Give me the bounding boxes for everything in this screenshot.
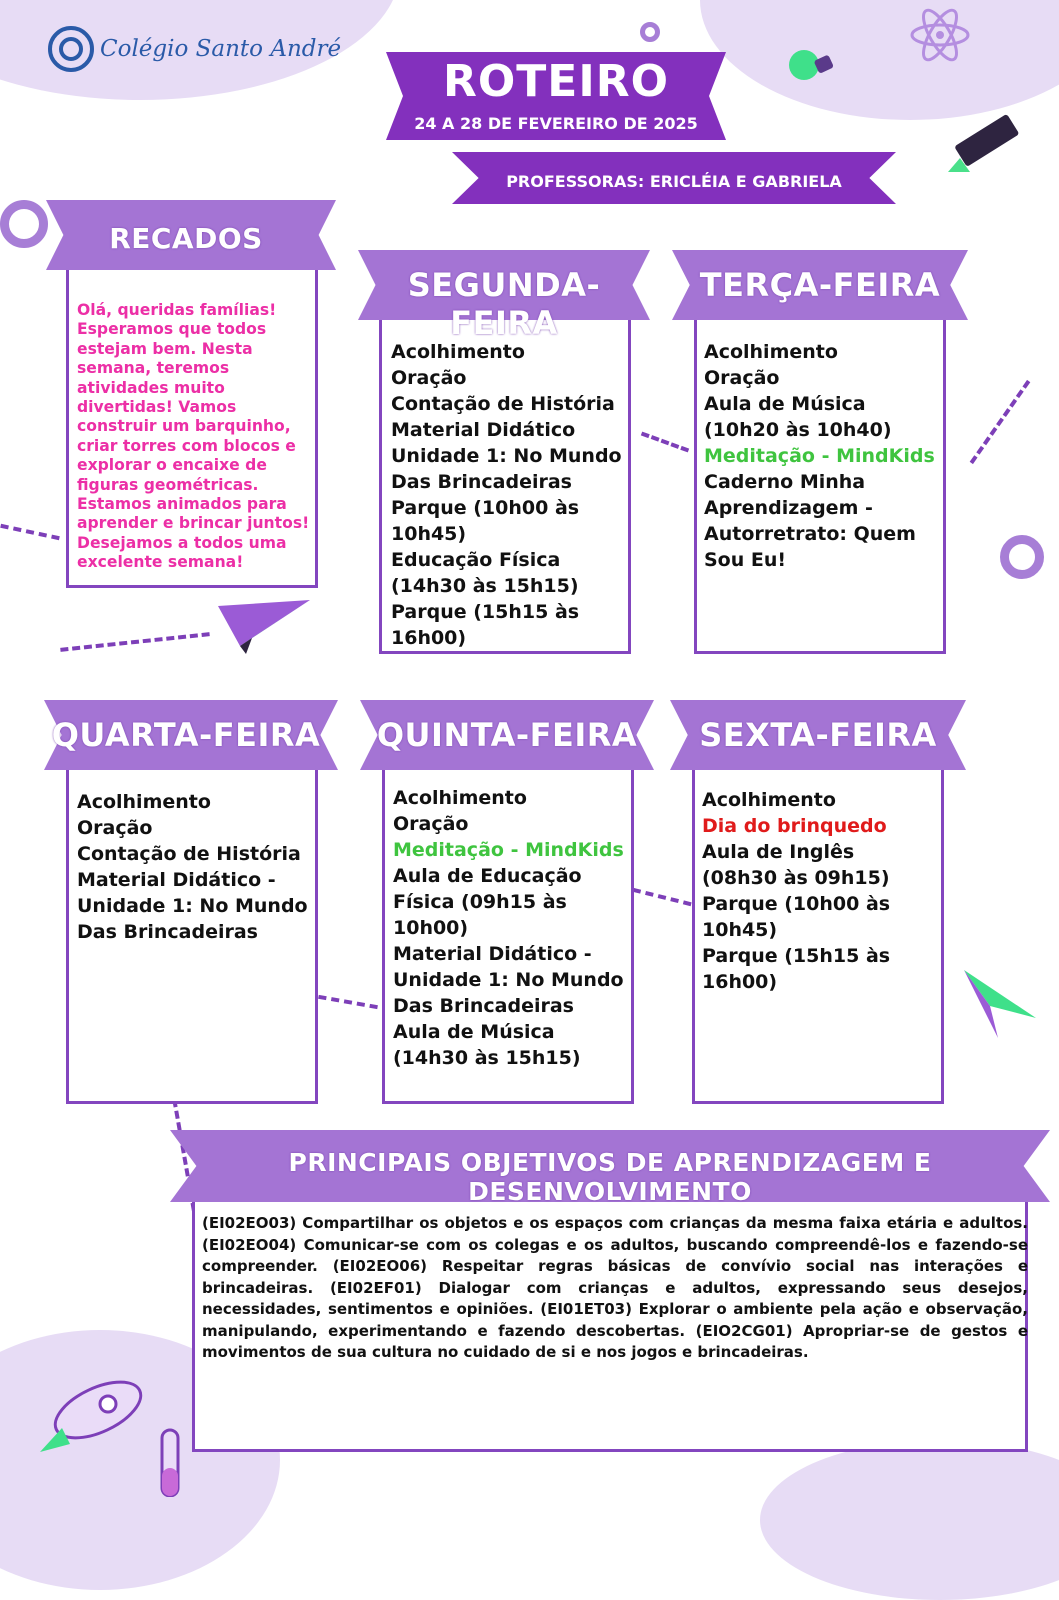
thursday-item: Unidade 1: No Mundo [393, 969, 624, 991]
objectives-title: PRINCIPAIS OBJETIVOS DE APRENDIZAGEM E DESENVOLVIMENTO [288, 1148, 932, 1206]
pencil-icon [940, 110, 1030, 185]
recados-title: RECADOS [109, 222, 263, 255]
thursday-item: Oração [393, 813, 469, 835]
tuesday-item: Acolhimento [704, 341, 838, 363]
tuesday-item: Sou Eu! [704, 549, 787, 571]
tuesday-item: Aula de Música [704, 393, 866, 415]
monday-item: Parque (10h00 às [391, 497, 580, 519]
monday-item: Parque (15h15 às [391, 601, 580, 623]
decor-dash-3 [970, 380, 1031, 464]
wednesday-item: Acolhimento [77, 791, 211, 813]
monday-item: Acolhimento [391, 341, 525, 363]
thursday-item: Acolhimento [393, 787, 527, 809]
thursday-item: Física (09h15 às [393, 891, 567, 913]
friday-title: SEXTA-FEIRA [699, 716, 937, 754]
wednesday-item: Das Brincadeiras [77, 921, 258, 943]
monday-item: 10h45) [391, 523, 467, 545]
wednesday-title: QUARTA-FEIRA [51, 716, 321, 754]
monday-item: Educação Física [391, 549, 561, 571]
wednesday-box [66, 764, 318, 1104]
tuesday-item: Autorretrato: Quem [704, 523, 916, 545]
thursday-item: Material Didático - [393, 943, 592, 965]
thursday-box [382, 764, 634, 1104]
thursday-item: Aula de Educação [393, 865, 582, 887]
friday-list [702, 787, 942, 995]
monday-item: (14h30 às 15h15) [391, 575, 579, 597]
thursday-list [393, 785, 633, 1071]
monday-title: SEGUNDA-FEIRA [407, 266, 601, 342]
monday-item: Material Didático [391, 419, 576, 441]
decor-ring-right [1000, 535, 1044, 579]
thursday-item: Aula de Música [393, 1021, 555, 1043]
school-name: Colégio Santo André [100, 36, 342, 62]
paper-plane-icon [960, 966, 1040, 1046]
friday-item: Aula de Inglês [702, 841, 855, 863]
monday-box [379, 312, 631, 654]
atom-icon [905, 0, 975, 70]
tuesday-title: TERÇA-FEIRA [699, 266, 941, 304]
date-range: 24 A 28 DE FEVEREIRO DE 2025 [414, 114, 698, 133]
decor-dash-6 [318, 995, 378, 1009]
friday-item: Parque (10h00 às [702, 893, 891, 915]
wednesday-item: Unidade 1: No Mundo [77, 895, 308, 917]
monday-item: Contação de História [391, 393, 615, 415]
monday-list [391, 339, 631, 651]
wednesday-item: Contação de História [77, 843, 301, 865]
monday-item: Unidade 1: No Mundo [391, 445, 622, 467]
tuesday-item: Caderno Minha [704, 471, 866, 493]
decor-ring-left [0, 200, 48, 248]
monday-item: Oração [391, 367, 467, 389]
thursday-title: QUINTA-FEIRA [376, 716, 638, 754]
thursday-item: 10h00) [393, 917, 469, 939]
wednesday-item: Material Didático - [77, 869, 276, 891]
tuesday-box [694, 312, 946, 654]
objectives-text: (EI02EO03) Compartilhar os objetos e os espaços com crianças da mesma faixa etária e adultos. (EI02EO04) Comunicar-se com os colegas e os adultos, buscando compreendê-los e fazendo-se compreender. (EI02EO06) Respeitar regras básicas de convívio social nas interações e brincadeiras. (EI02EF01) Dialogar com crianças e adultos, expressando seus desejos, necessidades, sentimentos e opiniões. (EI01ET03) Explorar o ambiente pela ação e observação, manipulando, experimentando e fazendo descobertas. (EIO2CG01) Apropriar-se de gestos e movimentos de sua cultura no cuidado de si e nos jogos e brincadeiras. [202, 1214, 1028, 1361]
friday-item: Dia do brinquedo [702, 815, 887, 837]
school-logo-icon [48, 26, 94, 72]
decor-dash-2 [641, 432, 689, 453]
teachers-label: PROFESSORAS: ERICLÉIA E GABRIELA [506, 172, 842, 191]
decor-blob-bottom-right [760, 1440, 1059, 1600]
paper-plane-icon [218, 596, 313, 656]
school-logo [48, 26, 341, 72]
tuesday-item: Aprendizagem - [704, 497, 873, 519]
friday-item: (08h30 às 09h15) [702, 867, 890, 889]
decor-dash-4 [60, 632, 210, 652]
tuesday-item: Oração [704, 367, 780, 389]
decor-dash-5 [632, 888, 691, 906]
friday-item: 10h45) [702, 919, 778, 941]
friday-item: Parque (15h15 às [702, 945, 891, 967]
recados-box [66, 262, 318, 588]
thursday-item: (14h30 às 15h15) [393, 1047, 581, 1069]
decor-ring-top [640, 22, 660, 42]
lightbulb-icon [782, 40, 842, 90]
page-title: ROTEIRO [442, 56, 669, 107]
objectives-box [192, 1186, 1028, 1452]
tuesday-item: (10h20 às 10h40) [704, 419, 892, 441]
friday-box [692, 764, 944, 1104]
tuesday-list [704, 339, 944, 573]
rocket-icon [36, 1360, 166, 1460]
monday-item: Das Brincadeiras [391, 471, 572, 493]
recados-text: Olá, queridas famílias! Esperamos que todos estejam bem. Nesta semana, teremos atividades muito divertidas! Vamos construir um barquinho, criar torres com blocos e explorar o encaixe de figuras geométricas. Estamos animados para aprender e brincar juntos! Desejamos a todos uma excelente semana! [77, 301, 310, 572]
thursday-item: Meditação - MindKids [393, 839, 624, 861]
friday-item: Acolhimento [702, 789, 836, 811]
monday-item: 16h00) [391, 627, 467, 649]
test-tube-icon [150, 1420, 190, 1497]
tuesday-item: Meditação - MindKids [704, 445, 935, 467]
wednesday-item: Oração [77, 817, 153, 839]
wednesday-list [77, 789, 317, 945]
decor-dash-1 [0, 524, 60, 540]
thursday-item: Das Brincadeiras [393, 995, 574, 1017]
decor-blob-top-right [700, 0, 1059, 120]
friday-item: 16h00) [702, 971, 778, 993]
